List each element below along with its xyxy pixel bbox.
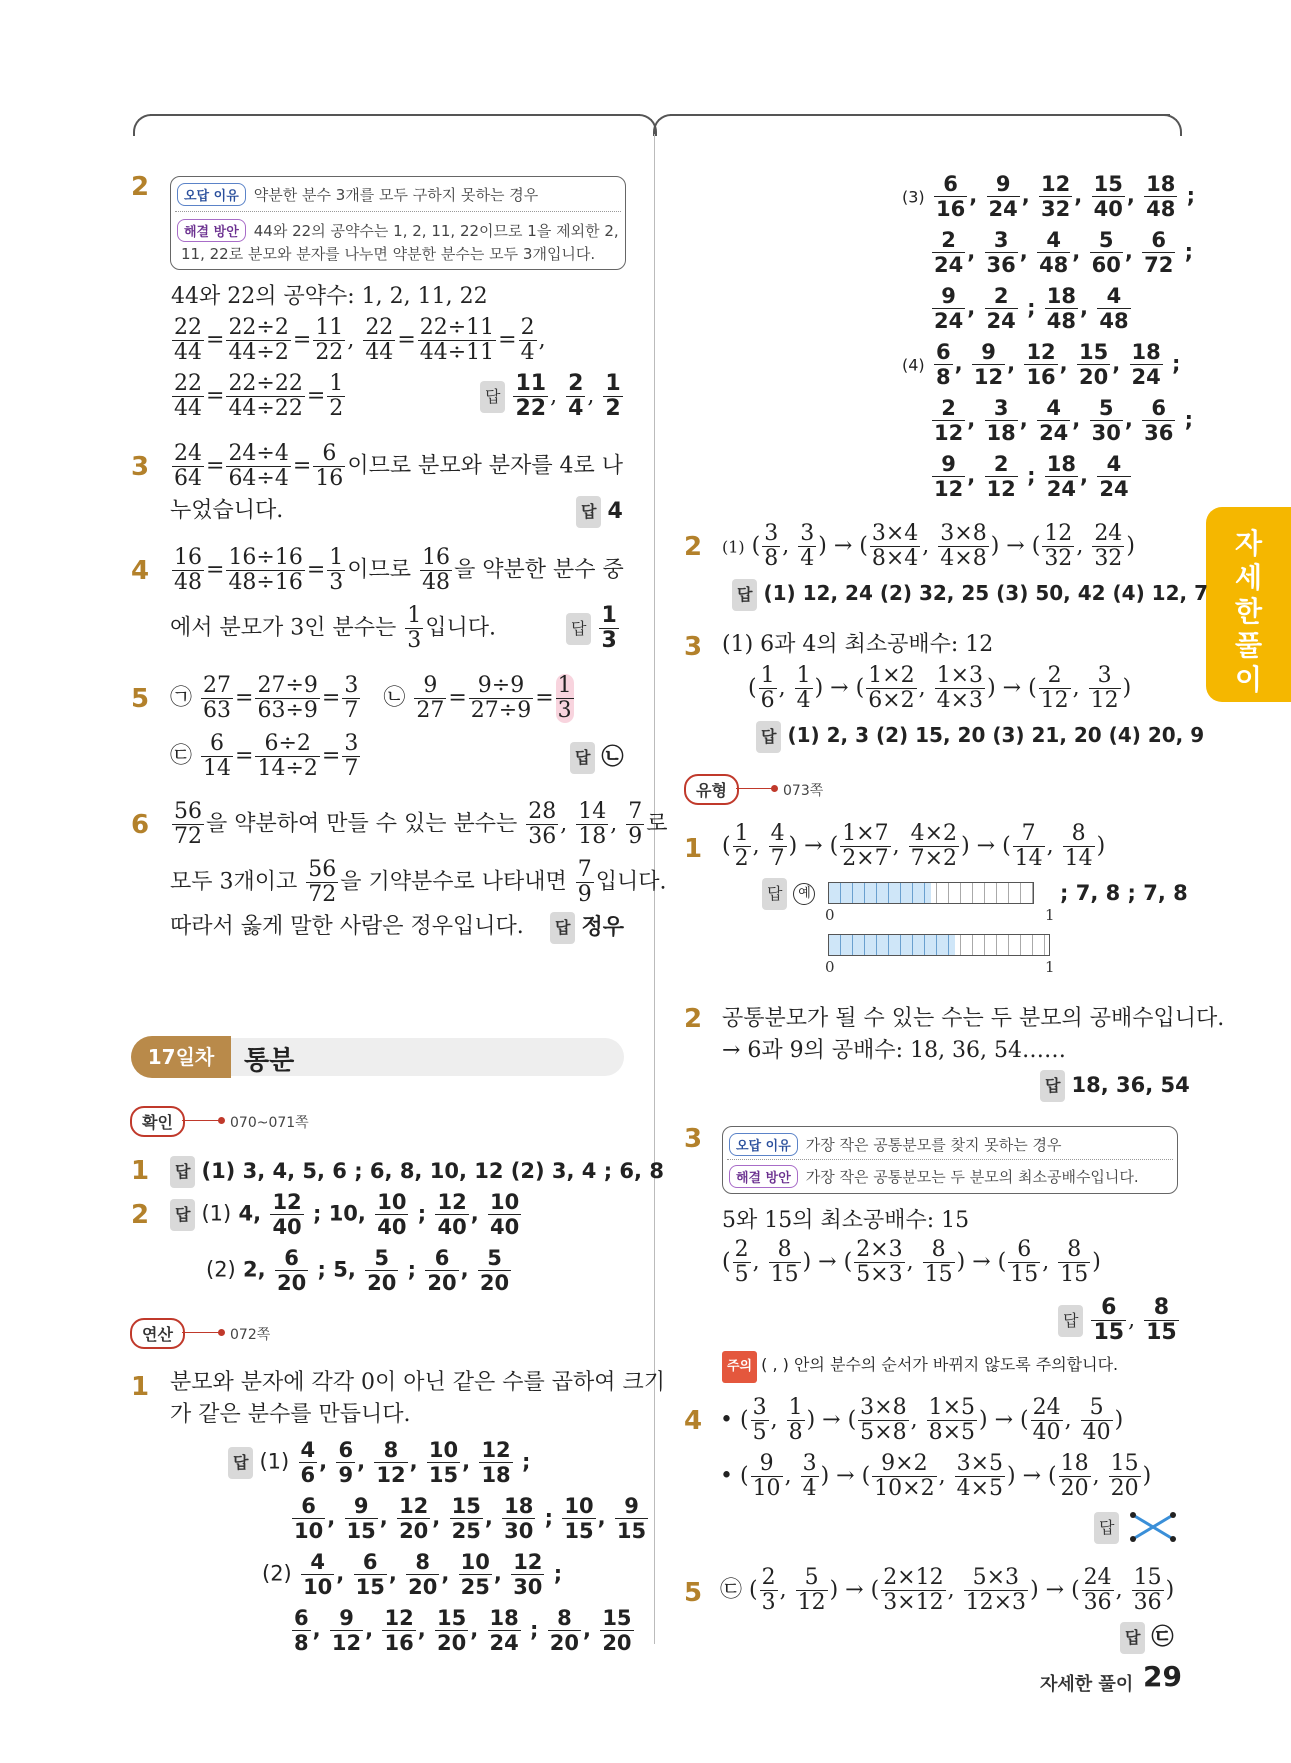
equation-row: ( $\frac{1}{2}$ , $\frac{4}{7}$ ) → ( $\frac{1\times 7}{2\times 7}$ , $\frac{4\times 2}{7\times 2}$ ) → ( $\frac{7}{14}$ , $\frac{8}{14}$ ): [722, 821, 1106, 871]
answer-value: ; 7, 8 ; 7, 8: [1060, 881, 1188, 905]
equation-row: • ( $\frac{9}{10}$ , $\frac{3}{4}$ ) → ( $\frac{9\times 2}{10\times 2}$ , $\frac{3\times 5}{4\times 5}$ ) → ( $\frac{18}{20}$ , $\frac{15}{20}$ ): [720, 1451, 1152, 1501]
problem-number: 3: [684, 632, 703, 662]
pill-dot: [771, 785, 778, 792]
answer-row: [732, 578, 1208, 611]
problem-text-part: 을 기약분수로 나타내면: [340, 869, 567, 895]
answer-tag: 답: [762, 878, 787, 910]
problem-text-part: 에서 분모가 3인 분수는: [170, 615, 397, 641]
answer-row: [550, 912, 624, 944]
answer-row: (3) $\frac{6}{16}$ , $\frac{9}{24}$ , $\frac{12}{32}$ , $\frac{15}{40}$ , $\frac{18}{48}$ ;: [902, 172, 1196, 221]
problem-number: 4: [131, 556, 150, 586]
answer-tag-row: [762, 878, 819, 910]
answer-row: (4) $\frac{6}{8}$ , $\frac{9}{12}$ , $\frac{12}{16}$ , $\frac{15}{20}$ , $\frac{18}{24}$ ;: [902, 340, 1181, 389]
lcm-line: 5와 15의 최소공배수: 15: [722, 1208, 970, 1233]
answer-row: 답 (1) 4, $\frac{12}{40}$ ; 10, $\frac{10}{40}$ ; $\frac{12}{40}$ , $\frac{10}{40}$: [170, 1190, 523, 1239]
choice-label: ㉢: [720, 1577, 743, 1603]
side-tab-char: 세: [1234, 561, 1263, 594]
part-label: (4): [902, 355, 925, 375]
pill-dot: [218, 1329, 225, 1336]
problem-text: $\frac{56}{72}$ 을 약분하여 만들 수 있는 분수는 $\frac{28}{36}$ , $\frac{14}{18}$ , $\frac{7}{9}$ 로: [174, 799, 668, 849]
answer-tag: 답: [1040, 1070, 1065, 1102]
axis-zero: 0: [825, 906, 835, 924]
side-tab-char: 풀: [1234, 629, 1263, 662]
answer-row: $\frac{2}{12}$ , $\frac{3}{18}$ , $\frac{4}{24}$ , $\frac{5}{30}$ , $\frac{6}{36}$ ;: [934, 396, 1194, 445]
answer-row: [1120, 1622, 1173, 1654]
side-tab-char: 이: [1234, 663, 1263, 696]
top-frame-left-curve: [133, 114, 155, 136]
equation-row: (1) ( $\frac{3}{8}$ , $\frac{3}{4}$ ) → ( $\frac{3\times 4}{8\times 4}$ , $\frac{3\times 8}{4\times 8}$ ) → ( $\frac{12}{32}$ , $\frac{24}{32}$ ): [722, 521, 1135, 571]
problem-number: 5: [131, 684, 150, 714]
equation-row: ( $\frac{1}{6}$ , $\frac{1}{4}$ ) → ( $\frac{1\times 2}{6\times 2}$ , $\frac{1\times 3}{4\times 3}$ ) → ( $\frac{2}{12}$ , $\frac{3}{12}$ ): [748, 663, 1132, 713]
problem-number: 1: [131, 1156, 150, 1186]
problem-text-part: 모두 3개이고: [170, 869, 298, 895]
page-reference: 070~071쪽: [230, 1115, 309, 1131]
problem-text: $\frac{24}{64}$ = $\frac{24\div 4}{64\div 4}$ = $\frac{6}{16}$ 이므로 분모와 분자를 4로 나: [174, 441, 624, 491]
answer-row: [1094, 1512, 1125, 1544]
answer-row: (2) 2, $\frac{6}{20}$ ; 5, $\frac{5}{20}$ ; $\frac{6}{20}$ , $\frac{5}{20}$: [206, 1246, 510, 1295]
problem-number: 4: [684, 1406, 703, 1436]
problem-text: (1) 6과 4의 최소공배수: 12: [722, 632, 994, 657]
check-pill: 확인: [130, 1106, 185, 1137]
answer-row: [570, 742, 623, 774]
problem-text: $\frac{16}{48}$ = $\frac{16\div 16}{48\div 16}$ = $\frac{1}{3}$ 이므로 $\frac{16}{48}$ 을 약분한 분수 중: [174, 545, 624, 595]
fraction-bar-2: [828, 934, 1050, 956]
problem-text-part: 이므로 분모와 분자를 4로 나: [347, 453, 624, 479]
side-tab[interactable]: [1206, 507, 1291, 702]
answer-tag: 답: [1094, 1512, 1119, 1544]
problem-text-part: 을 약분한 분수 중: [454, 557, 624, 583]
top-frame-right: [670, 114, 1170, 116]
part-label: (3): [902, 187, 925, 207]
part-label: (1): [259, 1449, 290, 1474]
problem-text-part: 을 약분하여 만들 수 있는 분수는: [206, 811, 518, 837]
type-pill: 유형: [684, 774, 739, 805]
answer-row: (2) $\frac{4}{10}$ , $\frac{6}{15}$ , $\frac{8}{20}$ , $\frac{10}{25}$ , $\frac{12}{30}$ ;: [262, 1550, 563, 1599]
part-label: (2): [262, 1561, 292, 1586]
answer-row: [170, 1156, 664, 1188]
problem-text-2: 에서 분모가 3인 분수는 $\frac{1}{3}$ 입니다.: [170, 603, 496, 653]
answer-value: (1) 2, 3 (2) 15, 20 (3) 21, 20 (4) 20, 9: [787, 723, 1205, 747]
common-divisors-line: 44와 22의 공약수: 1, 2, 11, 22: [171, 284, 488, 309]
pill-dot: [218, 1117, 225, 1124]
example-tag: 예: [793, 883, 815, 905]
choice-label: ㉢: [170, 743, 193, 769]
choice-label: ㉡: [383, 685, 406, 711]
calc-pill: 연산: [130, 1318, 185, 1349]
answer-row: 답 (1) $\frac{4}{6}$ , $\frac{6}{9}$ , $\frac{8}{12}$ , $\frac{10}{15}$ , $\frac{12}{18}$ ;: [228, 1438, 530, 1487]
problem-text-3: 따라서 옳게 말한 사람은 정우입니다.: [170, 914, 524, 939]
error-reason-text: 가장 작은 공통분모를 찾지 못하는 경우: [805, 1136, 1062, 1154]
answer-row: [576, 496, 623, 528]
problem-text-2: → 6과 9의 공배수: 18, 36, 54……: [722, 1038, 1067, 1063]
answer-row: 답 $\frac{6}{15}$ , $\frac{8}{15}$: [1058, 1296, 1181, 1345]
problem-number: 3: [131, 452, 150, 482]
answer-row: $\frac{2}{24}$ , $\frac{3}{36}$ , $\frac{4}{48}$ , $\frac{5}{60}$ , $\frac{6}{72}$ ;: [934, 228, 1194, 277]
equation-row: $\frac{22}{44}$ = $\frac{22\div 22}{44\div 22}$ = $\frac{1}{2}$: [174, 371, 344, 421]
problem-number: 1: [131, 1372, 150, 1402]
answer-row: $\frac{6}{8}$ , $\frac{9}{12}$ , $\frac{12}{16}$ , $\frac{15}{20}$ , $\frac{18}{24}$ ; $\frac{8}{20}$ , $\frac{15}{20}$: [294, 1606, 632, 1655]
fraction-bar-1: [828, 882, 1034, 904]
problem-text: 분모와 분자에 각각 0이 아닌 같은 수를 곱하여 크기: [170, 1370, 665, 1395]
answer-row: $\frac{6}{10}$ , $\frac{9}{15}$ , $\frac{12}{20}$ , $\frac{15}{25}$ , $\frac{18}{30}$ ; $\frac{10}{15}$ , $\frac{9}{15}$: [294, 1494, 647, 1543]
highlighted-fraction: $\frac{1}{3}$: [557, 673, 572, 723]
footer-title: 자세한 풀이: [1040, 1674, 1134, 1695]
answer-row: 답 $\frac{11}{22}$ , $\frac{2}{4}$ , $\frac{1}{2}$: [480, 372, 625, 421]
problem-text-part: 로: [646, 811, 668, 837]
answer-row: [1040, 1070, 1190, 1102]
side-tab-char: 한: [1234, 595, 1263, 628]
answer-row: $\frac{9}{12}$ , $\frac{2}{12}$ ; $\frac{18}{24}$ , $\frac{4}{24}$: [934, 452, 1129, 501]
side-tab-char: 자: [1234, 527, 1263, 560]
error-box: [722, 1126, 1178, 1194]
problem-number: 2: [684, 1004, 703, 1034]
axis-one: 1: [1045, 958, 1055, 976]
problem-number: 2: [131, 172, 150, 202]
part-label: (1): [722, 537, 745, 557]
answer-tag: 답: [1058, 1305, 1083, 1337]
problem-number: 5: [684, 1578, 703, 1608]
answer-row: 답 $\frac{1}{3}$: [566, 604, 621, 653]
answer-tag: 답: [170, 1156, 195, 1188]
part-label: (2): [206, 1257, 236, 1282]
solution-label: 해결 방안: [177, 219, 246, 242]
problem-text-part: 입니다.: [425, 615, 496, 641]
day-badge: 17일차: [131, 1036, 231, 1078]
answer-tag: 답: [550, 912, 575, 944]
pill-connector: [736, 788, 776, 789]
axis-one: 1: [1045, 906, 1055, 924]
note-text: ( , ) 안의 분수의 순서가 바뀌지 않도록 주의합니다.: [761, 1355, 1119, 1374]
error-reason-label: 오답 이유: [729, 1133, 798, 1156]
top-frame-left: [150, 114, 640, 116]
problem-text-part: 입니다.: [595, 869, 667, 895]
page-reference: 072쪽: [230, 1327, 271, 1343]
pill-connector: [182, 1332, 222, 1333]
pill-connector: [182, 1120, 222, 1121]
page-reference: 073쪽: [783, 783, 824, 799]
answer-tag: 답: [576, 496, 601, 528]
note-tag: 주의: [722, 1351, 757, 1383]
equation-row: ㉢ $\frac{6}{14}$ = $\frac{6\div 2}{14\div 2}$ = $\frac{3}{7}$: [170, 731, 359, 781]
cross-match-icon: [1128, 1510, 1178, 1544]
problem-text-part: 이므로: [347, 557, 412, 583]
problem-text-2: 누었습니다.: [170, 498, 284, 523]
answer-value: 정우: [581, 915, 624, 940]
page-number: 29: [1143, 1660, 1182, 1693]
answer-value: (1) 3, 4, 5, 6 ; 6, 8, 10, 12 (2) 3, 4 ; 6, 8: [201, 1159, 664, 1183]
problem-text: 공통분모가 될 수 있는 수는 두 분모의 공배수입니다.: [722, 1006, 1225, 1031]
answer-tag: 답: [170, 1199, 195, 1231]
solution-text: 44와 22의 공약수는 1, 2, 11, 22이므로 1을 제외한 2,: [253, 222, 619, 240]
answer-tag: 답: [228, 1447, 253, 1479]
answer-value: (1) 12, 24 (2) 32, 25 (3) 50, 42 (4) 12, 7: [763, 581, 1208, 605]
problem-number: 3: [684, 1124, 703, 1154]
equation-row: $\frac{22}{44}$ = $\frac{22\div 2}{44\div 2}$ = $\frac{11}{22}$ , $\frac{22}{44}$ = $\frac{22\div 11}{44\div 11}$ = $\frac{2}{4}$ ,: [174, 315, 546, 365]
answer-tag: 답: [756, 721, 781, 753]
solution-text-2: 11, 22로 분모와 분자를 나누면 약분한 분수는 모두 3개입니다.: [181, 245, 596, 263]
equation-row: ㉢ ( $\frac{2}{3}$ , $\frac{5}{12}$ ) → ( $\frac{2\times 12}{3\times 12}$ , $\frac{5\times 3}{12\times 3}$ ) → ( $\frac{24}{36}$ , $\frac{15}{36}$ ): [720, 1565, 1175, 1615]
problem-text-2: 가 같은 분수를 만듭니다.: [170, 1402, 411, 1427]
note-row: [722, 1350, 1118, 1383]
problem-number: 1: [684, 834, 703, 864]
equation-row: • ( $\frac{3}{5}$ , $\frac{1}{8}$ ) → ( $\frac{3\times 8}{5\times 8}$ , $\frac{1\times 5}{8\times 5}$ ) → ( $\frac{24}{40}$ , $\frac{5}{40}$ ): [720, 1395, 1124, 1445]
axis-zero: 0: [825, 958, 835, 976]
section-title: 통분: [244, 1046, 295, 1076]
part-label: (1): [201, 1201, 232, 1226]
error-reason-text: 약분한 분수 3개를 모두 구하지 못하는 경우: [253, 186, 539, 204]
answer-value: ㉢: [1151, 1625, 1174, 1650]
problem-number: 2: [684, 532, 703, 562]
choice-label: ㉠: [170, 685, 193, 711]
problem-number: 6: [131, 810, 150, 840]
problem-text-2: 모두 3개이고 $\frac{56}{72}$ 을 기약분수로 나타내면 $\frac{7}{9}$ 입니다.: [170, 857, 667, 907]
solution-text: 가장 작은 공통분모는 두 분모의 최소공배수입니다.: [805, 1168, 1139, 1186]
answer-value: 4: [607, 499, 623, 524]
answer-row: $\frac{9}{24}$ , $\frac{2}{24}$ ; $\frac{18}{48}$ , $\frac{4}{48}$: [934, 284, 1129, 333]
answer-tag: 답: [732, 579, 757, 611]
answer-tag: 답: [566, 613, 591, 645]
answer-value: 18, 36, 54: [1071, 1073, 1190, 1097]
answer-tag: 답: [1120, 1622, 1145, 1654]
error-reason-label: 오답 이유: [177, 183, 246, 206]
top-frame-mid-curve2: [653, 114, 675, 136]
answer-value: ㉡: [601, 745, 624, 770]
answer-tag: 답: [480, 381, 505, 413]
equation-row: ㉠ $\frac{27}{63}$ = $\frac{27\div 9}{63\div 9}$ = $\frac{3}{7}$ ㉡ $\frac{9}{27}$ = $\frac{9\div 9}{27\div 9}$ = $\frac{1}{3}$: [170, 673, 572, 723]
equation-row: ( $\frac{2}{5}$ , $\frac{8}{15}$ ) → ( $\frac{2\times 3}{5\times 3}$ , $\frac{8}{15}$ ) → ( $\frac{6}{15}$ , $\frac{8}{15}$ ): [722, 1237, 1101, 1287]
error-box: [170, 176, 626, 270]
answer-tag: 답: [570, 742, 595, 774]
problem-number: 2: [131, 1200, 150, 1230]
answer-row: [756, 720, 1204, 753]
solution-label: 해결 방안: [729, 1165, 798, 1188]
top-frame-right-curve: [1160, 114, 1182, 136]
